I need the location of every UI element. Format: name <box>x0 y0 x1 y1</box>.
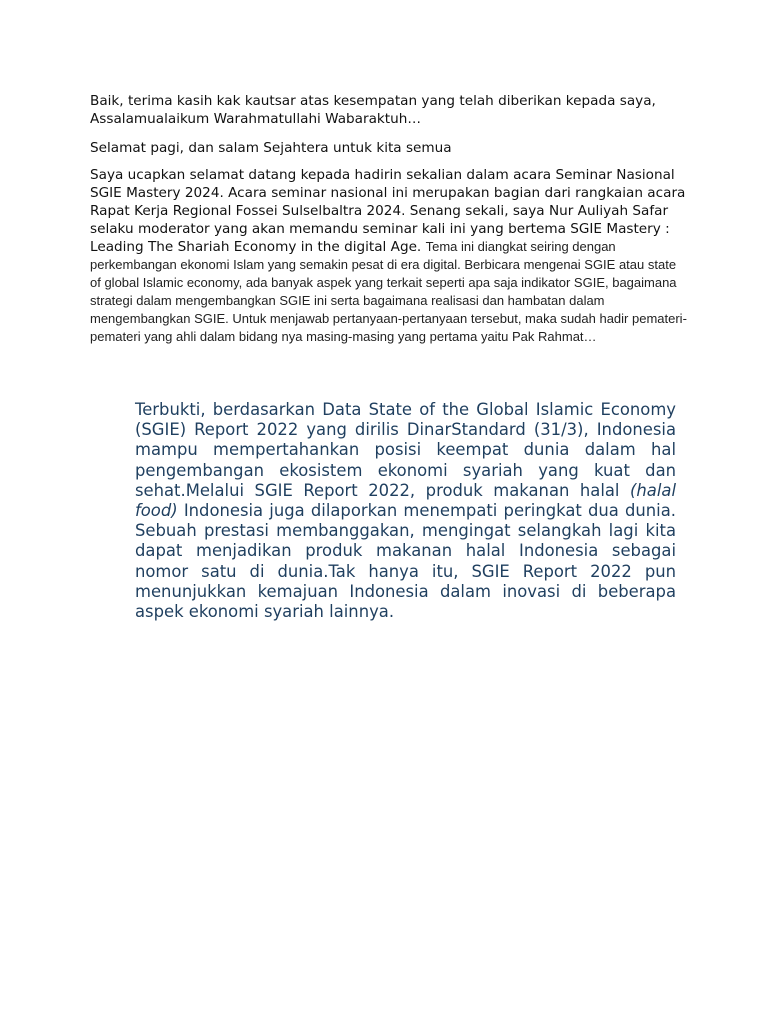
quote-text-before: Terbukti, berdasarkan Data State of the Global Islamic Economy (SGIE) Report 2022 yang dirilis DinarStandard (31/3), Indonesia mampu mempertahankan posisi keempat dunia dalam hal pengembangan ekosistem ekonomi syariah yang kuat dan sehat.Melalui SGIE Report 2022, produk makanan halal <box>135 400 676 500</box>
quote-paragraph <box>135 400 676 622</box>
greeting-line-2: Assalamualaikum Warahmatullahi Wabaraktuh… <box>90 111 421 127</box>
quote-text-after: Indonesia juga dilaporkan menempati peringkat dua dunia. Sebuah prestasi membanggakan, mengingat selangkah lagi kita dapat menjadikan produk makanan halal Indonesia sebagai nomor satu di dunia.Tak hanya itu, SGIE Report 2022 pun menunjukkan kemajuan Indonesia dalam inovasi di beberapa aspek ekonomi syariah lainnya. <box>135 501 676 622</box>
intro-main-text: Saya ucapkan selamat datang kepada hadirin sekalian dalam acara Seminar Nasional SGIE Mastery 2024. Acara seminar nasional ini merupakan bagian dari rangkaian acara Rapat Kerja Regional Fossei Sulselbaltra 2024. Senang sekali, saya Nur Auliyah Safar selaku moderator yang akan memandu seminar kali ini yang bertema SGIE Mastery : Leading The Shariah Economy in the digital Age. <box>90 167 686 255</box>
salam-paragraph: Selamat pagi, dan salam Sejahtera untuk kita semua <box>90 140 452 156</box>
intro-paragraph <box>90 166 690 346</box>
greeting-line-1: Baik, terima kasih kak kautsar atas kesempatan yang telah diberikan kepada saya, <box>90 93 656 109</box>
intro-small-text: Tema ini diangkat seiring dengan perkembangan ekonomi Islam yang semakin pesat di era digital. Berbicara mengenai SGIE atau state of global Islamic economy, ada banyak aspek yang terkait seperti apa saja indikator SGIE, bagaimana strategi dalam mengembangkan SGIE ini serta bagaimana realisasi dan hambatan dalam mengembangkan SGIE. Untuk menjawab pertanyaan-pertanyaan tersebut, maka sudah hadir pemateri-pemateri yang ahli dalam bidang nya masing-masing yang pertama yaitu Pak Rahmat… <box>90 239 687 344</box>
quote-italic-text: (halal food) <box>135 480 676 521</box>
greeting-paragraph <box>90 92 690 128</box>
